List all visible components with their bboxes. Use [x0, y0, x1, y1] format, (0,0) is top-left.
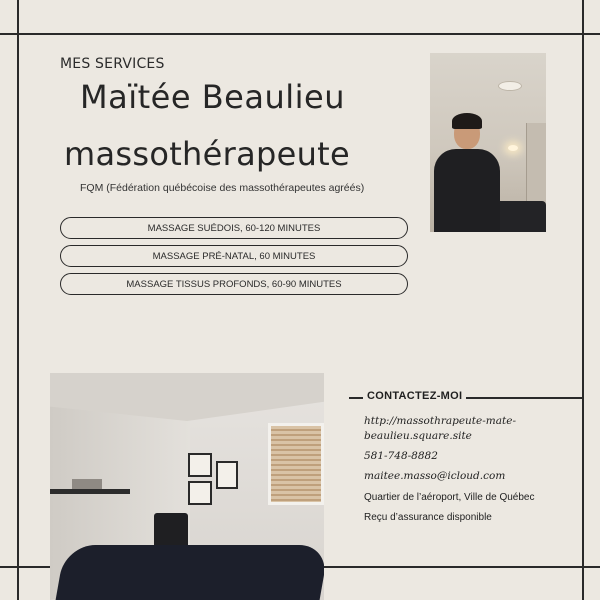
insurance-receipt-text: Reçu d’assurance disponible [364, 512, 492, 523]
wall-light [508, 145, 518, 151]
service-pill-swedish [60, 217, 408, 239]
wall-shelf [50, 489, 130, 494]
services-heading: MES SERVICES [60, 56, 165, 72]
location-text: Quartier de l’aéroport, Ville de Québec [364, 492, 535, 503]
service-pill-prenatal [60, 245, 408, 267]
treatment-room-photo [50, 373, 324, 600]
wall-certificate [216, 461, 238, 489]
shelf-item [72, 479, 102, 489]
room-window [268, 423, 324, 505]
left-divider-line [17, 0, 19, 600]
association-text: FQM (Fédération québécoise des massothérapeutes agréés) [80, 182, 365, 194]
therapist-portrait-photo [430, 53, 546, 232]
therapist-name: Maïtée Beaulieu [80, 78, 345, 116]
right-divider-line [582, 0, 584, 600]
top-divider-line [0, 33, 600, 35]
service-pill-deep-tissue [60, 273, 408, 295]
email-link[interactable]: maitee.masso@icloud.com [364, 470, 506, 482]
therapist-body [434, 149, 500, 232]
wall-certificate [188, 481, 212, 505]
profession-title: massothérapeute [64, 135, 350, 173]
service-label: MASSAGE PRÉ-NATAL, 60 MINUTES [152, 250, 316, 262]
service-label: MASSAGE TISSUS PROFONDS, 60-90 MINUTES [126, 278, 342, 290]
contact-heading: CONTACTEZ-MOI [363, 390, 466, 402]
ceiling-light [498, 81, 522, 91]
website-link[interactable]: http://massothrapeute-mate-beaulieu.square.site [364, 415, 516, 442]
therapist-hair [452, 113, 482, 129]
service-label: MASSAGE SUÉDOIS, 60-120 MINUTES [147, 222, 321, 234]
phone-number[interactable]: 581-748-8882 [364, 450, 438, 462]
wall-certificate [188, 453, 212, 477]
massage-table [55, 545, 324, 600]
